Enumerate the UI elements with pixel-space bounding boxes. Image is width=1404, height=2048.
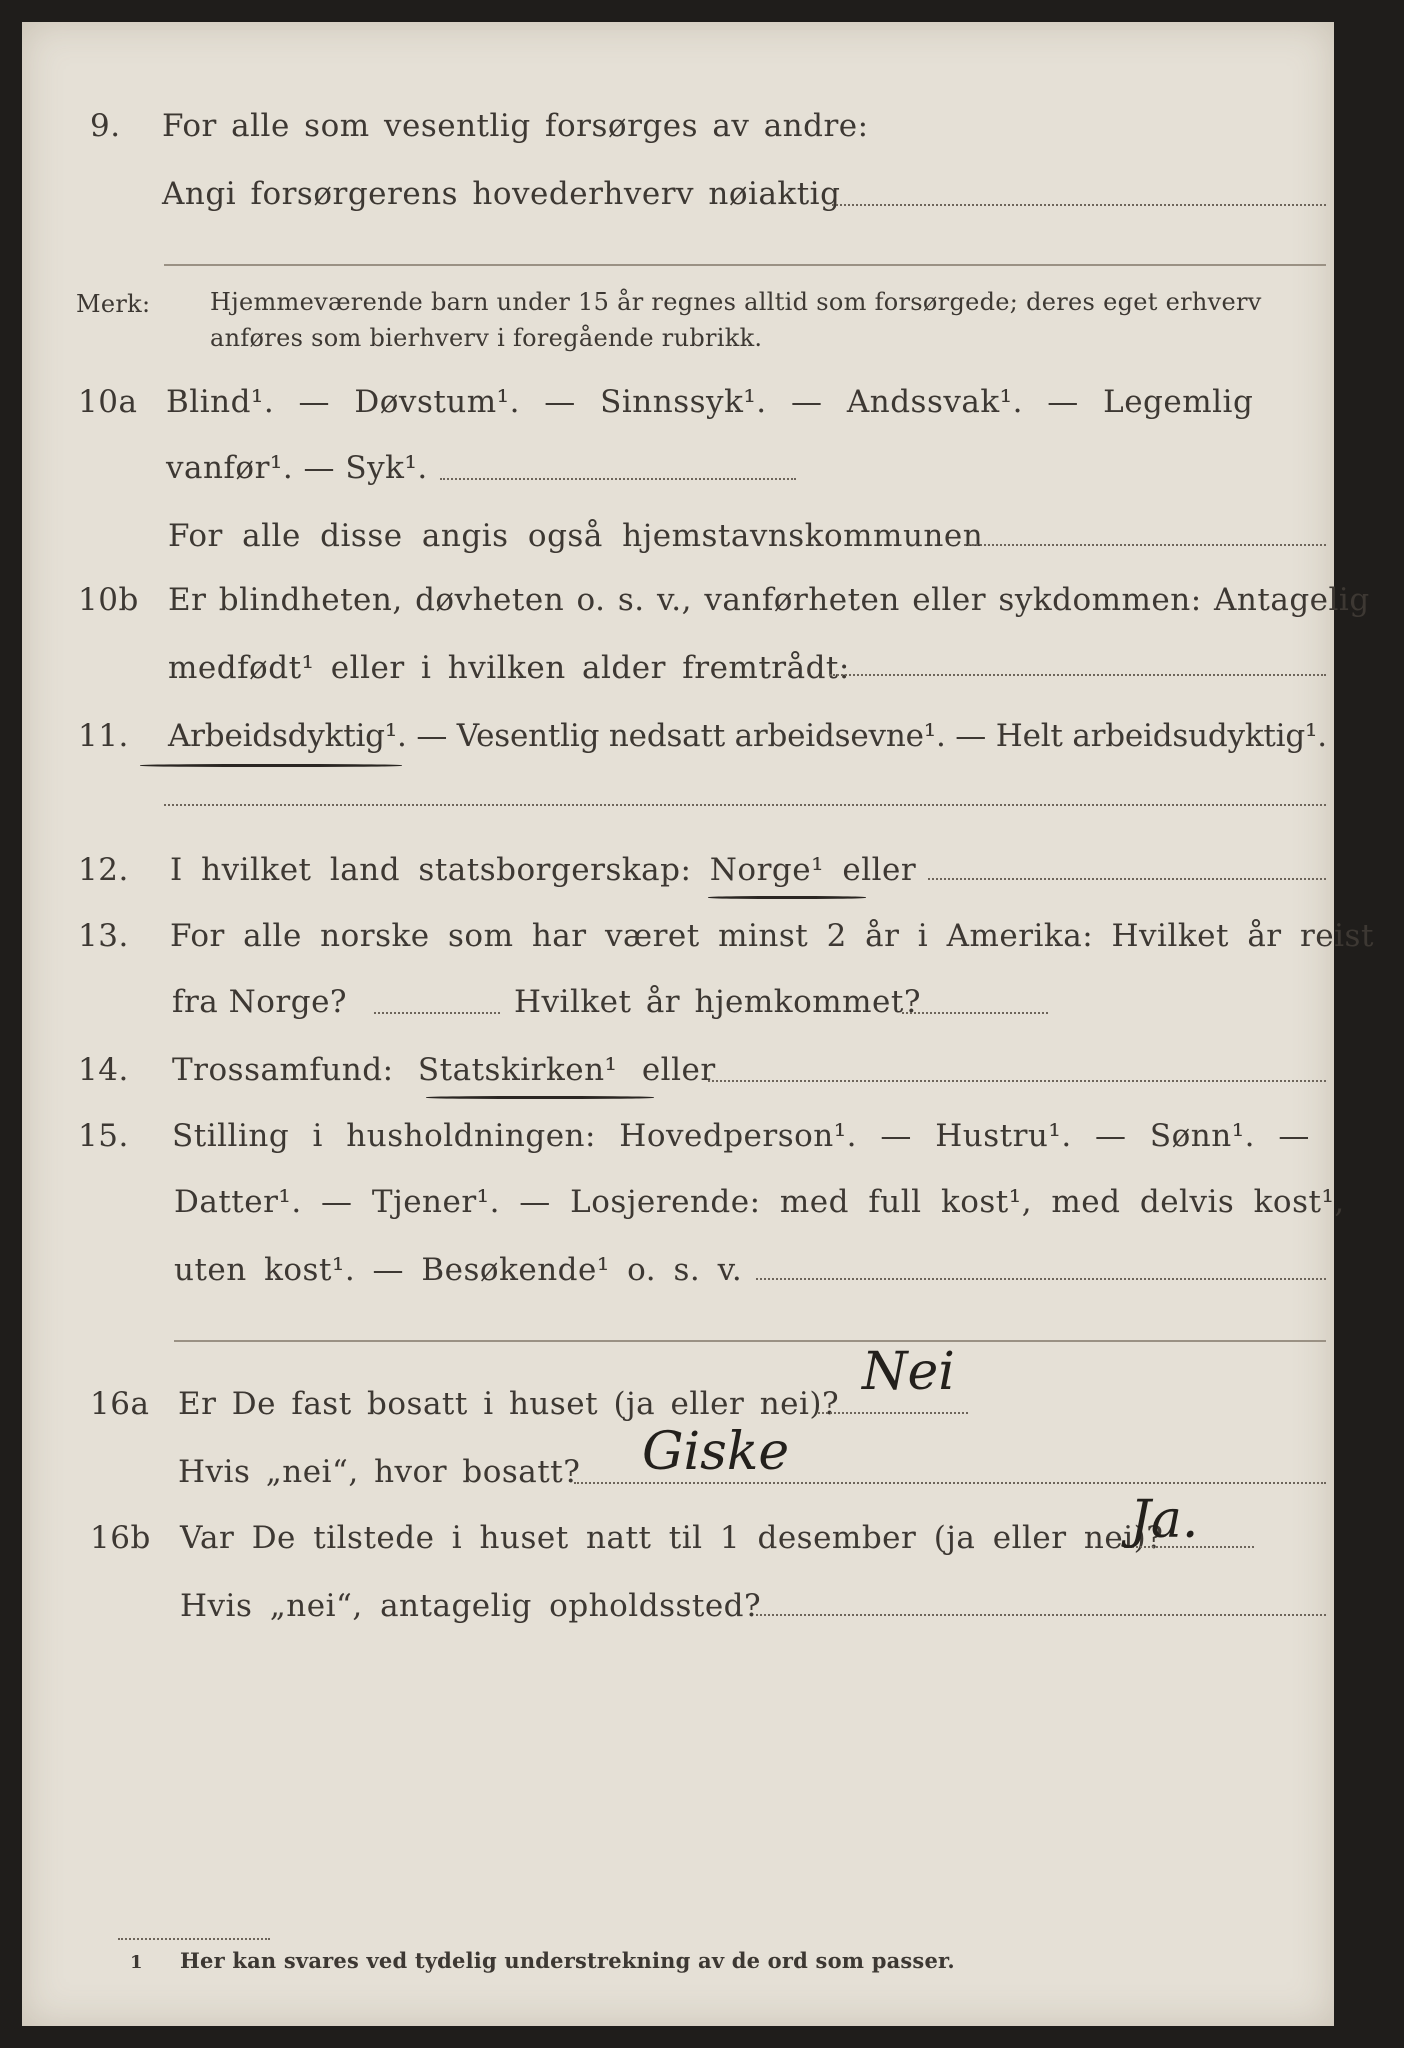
q11-number: 11. (78, 718, 129, 754)
q10a-answer-line (440, 478, 796, 480)
q12-answer-line (928, 878, 1326, 880)
merk-line1: Hjemmeværende barn under 15 år regnes alltid som forsørgede; deres eget erhverv (210, 288, 1262, 316)
q9-line2: Angi forsørgerens hovederhverv nøiaktig (162, 176, 841, 212)
footnote-rule (118, 1938, 270, 1940)
q14-answer-line (708, 1080, 1326, 1082)
q13-line2a: fra Norge? (172, 984, 348, 1020)
q15-number: 15. (78, 1118, 129, 1154)
q16a-handwritten-answer: Nei (862, 1342, 955, 1402)
q9-answer-line-2 (164, 264, 1326, 266)
footnote-number: 1 (130, 1952, 144, 1973)
q12-number: 12. (78, 852, 129, 888)
merk-label: Merk: (76, 290, 151, 318)
q10b-line1: Er blindheten, døvheten o. s. v., vanførheten eller sykdommen: Antagelig (168, 582, 1370, 618)
q11-handwritten-underline (140, 764, 402, 767)
q16a-bosatt-line (574, 1482, 1326, 1484)
q16b-number: 16b (90, 1520, 151, 1556)
merk-line2: anføres som bierhverv i foregående rubrikk. (210, 324, 763, 352)
q11-answer-line (164, 804, 1326, 806)
q10a-number: 10a (78, 384, 138, 420)
q15-line2: Datter¹. — Tjener¹. — Losjerende: med full kost¹, med delvis kost¹, (174, 1184, 1345, 1220)
census-form-page (22, 22, 1374, 2026)
q10a-line2: vanfør¹. — Syk¹. (166, 450, 428, 486)
q9-line1: For alle som vesentlig forsørges av andre: (162, 108, 869, 144)
q10a-hjemstavn-line (964, 544, 1326, 546)
q12-handwritten-underline (708, 896, 866, 899)
q10b-line2: medfødt¹ eller i hvilken alder fremtrådt: (168, 650, 850, 686)
q16b-opholdssted-line (756, 1614, 1326, 1616)
q10a-line3: For alle disse angis også hjemstavnskommunen (168, 518, 984, 554)
q9-answer-line (832, 204, 1326, 206)
q16a-line1: Er De fast bosatt i huset (ja eller nei)? (178, 1386, 840, 1422)
q11-line1: Arbeidsdyktig¹. — Vesentlig nedsatt arbeidsevne¹. — Helt arbeidsudyktig¹. (168, 718, 1327, 754)
q16b-handwritten-answer: Ja. (1130, 1490, 1199, 1550)
q15-answer-line-2 (174, 1340, 1326, 1342)
q13-line2b: Hvilket år hjemkommet? (514, 984, 921, 1020)
q15-line3: uten kost¹. — Besøkende¹ o. s. v. (174, 1252, 743, 1288)
q12-line1: I hvilket land statsborgerskap: Norge¹ eller (170, 852, 917, 888)
q13-reist-line (374, 1012, 500, 1014)
q13-line1: For alle norske som har været minst 2 år i Amerika: Hvilket år reist (170, 918, 1374, 954)
q10a-line1: Blind¹. — Døvstum¹. — Sinnssyk¹. — Andssvak¹. — Legemlig (166, 384, 1254, 420)
footnote-text: Her kan svares ved tydelig understrekning av de ord som passer. (180, 1948, 955, 1973)
q15-answer-line (756, 1278, 1326, 1280)
q14-line1: Trossamfund: Statskirken¹ eller (172, 1052, 716, 1088)
q13-number: 13. (78, 918, 129, 954)
q10b-number: 10b (78, 582, 139, 618)
q9-number: 9. (90, 108, 121, 144)
q15-line1: Stilling i husholdningen: Hovedperson¹. — Hustru¹. — Sønn¹. — (172, 1118, 1310, 1154)
q13-hjemkommet-line (902, 1012, 1048, 1014)
q16b-line1: Var De tilstede i huset natt til 1 desember (ja eller nei)? (180, 1520, 1164, 1556)
q16a-number: 16a (90, 1386, 150, 1422)
q10b-answer-line (830, 674, 1326, 676)
q14-number: 14. (78, 1052, 129, 1088)
q16a-answer-line (818, 1412, 968, 1414)
q16b-line2: Hvis „nei“, antagelig opholdssted? (180, 1588, 762, 1624)
q16a-handwritten-place: Giske (642, 1422, 790, 1482)
q16a-line2: Hvis „nei“, hvor bosatt? (178, 1454, 581, 1490)
q14-handwritten-underline (426, 1096, 654, 1099)
